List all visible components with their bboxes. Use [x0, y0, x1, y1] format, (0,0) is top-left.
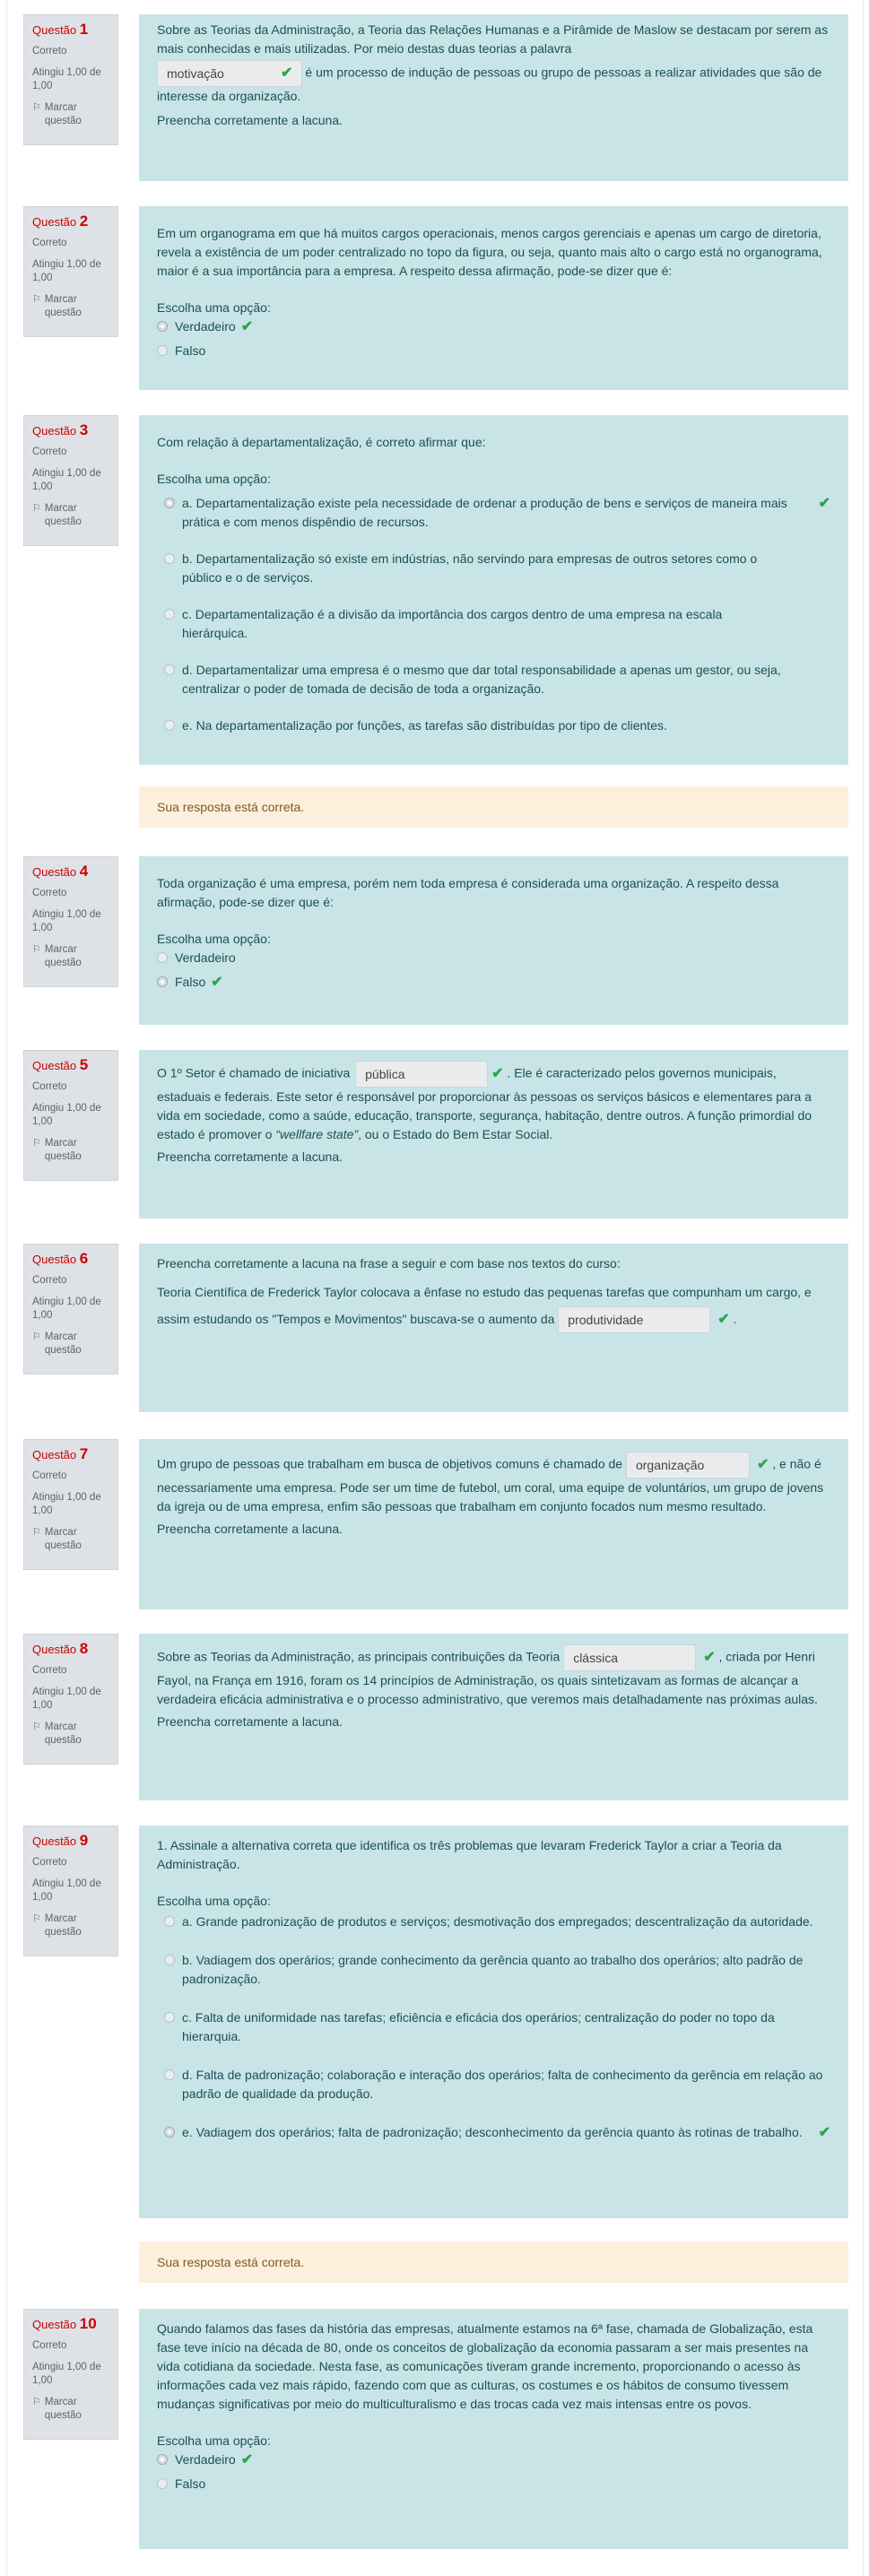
flag-question-button[interactable] [32, 2396, 109, 2423]
question-label: Questão [32, 2318, 77, 2331]
question-content [139, 415, 848, 828]
option-true[interactable] [157, 949, 830, 967]
option-true[interactable] [157, 317, 830, 336]
answer-options [157, 949, 830, 992]
answer-options [157, 2450, 830, 2494]
question-number [32, 1834, 109, 1848]
question-text-part: Sobre as Teorias da Administração, as principais contribuições da Teoria [157, 1649, 561, 1664]
option-true[interactable] [157, 2450, 830, 2469]
correct-check-icon: ✔ [240, 319, 254, 334]
question-state: Correto [32, 1081, 67, 1092]
question-text [157, 21, 830, 58]
flag-question-button[interactable] [32, 1526, 109, 1553]
question-number [32, 423, 109, 438]
question-text-emphasis: “wellfare state” [275, 1127, 359, 1141]
choose-option-label: Escolha uma opção: [157, 472, 271, 486]
radio-button[interactable] [164, 2012, 175, 2023]
question-number-value: 3 [79, 421, 89, 438]
radio-button[interactable] [157, 345, 168, 356]
choose-option-label: Escolha uma opção: [157, 932, 271, 946]
flag-label: Marcar questão [44, 944, 82, 968]
flag-question-button[interactable] [32, 943, 109, 970]
flag-question-button[interactable] [32, 101, 109, 128]
radio-button[interactable] [157, 2478, 168, 2489]
answer-options [157, 317, 830, 360]
question-content [139, 1439, 848, 1609]
question-label: Questão [32, 1448, 77, 1461]
radio-button[interactable] [164, 664, 175, 675]
option-label: Falso [175, 343, 206, 358]
question-label: Questão [32, 215, 77, 229]
correct-check-icon: ✔ [281, 65, 293, 81]
question-number-value: 6 [79, 1250, 89, 1267]
correct-check-icon: ✔ [211, 975, 223, 990]
option-label: e. Na departamentalização por funções, as tarefas são distribuídas por tipo de clientes. [182, 718, 667, 733]
radio-button[interactable] [164, 498, 175, 508]
option-label: a. Grande padronização de produtos e serviços; desmotivação dos empregados; descentralização da autoridade. [182, 1914, 813, 1929]
answer-blank[interactable]: motivação [157, 60, 302, 87]
flag-icon: ⚐ [32, 2397, 41, 2407]
flag-icon: ⚐ [32, 294, 41, 305]
question-content [139, 856, 848, 1025]
option-c[interactable] [157, 605, 830, 643]
radio-button[interactable] [164, 720, 175, 731]
question-info [23, 1244, 118, 1375]
option-false[interactable] [157, 2475, 830, 2494]
question-content [139, 2309, 848, 2549]
question-info [23, 14, 118, 145]
question-number-value: 2 [79, 212, 89, 230]
question-grade: Atingiu 1,00 de 1,00 [32, 468, 101, 492]
question-content [139, 206, 848, 390]
question-label: Questão [32, 23, 77, 37]
question-grade: Atingiu 1,00 de 1,00 [32, 1878, 101, 1903]
question-text: Quando falamos das fases da história das empresas, atualmente estamos na 6ª fase, chamada de Globalização, esta fase teve início na década de 80, onde os conceitos de globalização da economia passaram a ser mais presentes na vida cotidiana da sociedade. Nesta fase, as comunicações tiveram grande incremento, proporcionando o acesso às informações cada vez mais rápido, fazendo com que as culturas, os costumes e os hábitos de consumo tivessem mudanças significativas por meio do multiculturalismo e das trocas cada vez mais intensas entre os povos. [157, 2321, 813, 2411]
question-text: Com relação à departamentalização, é correto afirmar que: [157, 435, 486, 449]
question-number-value: 9 [79, 1832, 89, 1849]
option-label: c. Falta de uniformidade nas tarefas; eficiência e eficácia dos operários; centralização do poder no topo da hierarquia. [182, 2010, 775, 2043]
question-formulation [139, 206, 848, 390]
question-grade: Atingiu 1,00 de 1,00 [32, 259, 101, 283]
question-text [157, 1061, 830, 1144]
radio-button[interactable] [157, 321, 168, 332]
question-grade: Atingiu 1,00 de 1,00 [32, 909, 101, 933]
question-number-value: 8 [79, 1640, 89, 1657]
radio-button[interactable] [157, 952, 168, 963]
question-label: Questão [32, 424, 77, 438]
option-d[interactable] [157, 2066, 830, 2103]
question-state: Correto [32, 1857, 67, 1868]
radio-button[interactable] [164, 553, 175, 564]
question-info [23, 856, 118, 987]
option-label: c. Departamentalização é a divisão da importância dos cargos dentro de uma empresa na escala hierárquica. [182, 607, 723, 640]
flag-icon: ⚐ [32, 102, 41, 113]
flag-question-button[interactable] [32, 1137, 109, 1164]
question-state: Correto [32, 1665, 67, 1676]
question-number [32, 1447, 109, 1461]
flag-question-button[interactable] [32, 502, 109, 529]
question-label: Questão [32, 1059, 77, 1072]
question-formulation [139, 415, 848, 765]
question-info [23, 1826, 118, 1956]
question-info [23, 206, 118, 337]
question-formulation [139, 856, 848, 1025]
question-grade: Atingiu 1,00 de 1,00 [32, 67, 101, 91]
question-formulation [139, 2309, 848, 2549]
question-state: Correto [32, 1275, 67, 1286]
option-a[interactable] [157, 494, 830, 532]
flag-icon: ⚐ [32, 1331, 41, 1342]
flag-icon: ⚐ [32, 1722, 41, 1732]
flag-icon: ⚐ [32, 1138, 41, 1149]
question-text-part: Um grupo de pessoas que trabalham em busca de objetivos comuns é chamado de [157, 1456, 623, 1471]
question-intro: Preencha corretamente a lacuna na frase a seguir e com base nos textos do curso: [157, 1256, 621, 1271]
question-label: Questão [32, 1253, 77, 1266]
question-info [23, 1439, 118, 1570]
question-text-part: Teoria Científica de Frederick Taylor colocava a ênfase no estudo das pequenas tarefas que compunham um cargo, e assim estudando os "Tempos e Movimentos" buscava-se o aumento da [157, 1285, 812, 1326]
option-d[interactable] [157, 661, 830, 698]
question-text: Em um organograma em que há muitos cargos operacionais, menos cargos gerenciais e apenas um cargo de diretoria, revela a existência de um poder centralizado no topo da figura, ou seja, quanto mais alto o cargo está no organograma, maior é a sua importância para a empresa. A respeito dessa afirmação, pode-se dizer que é: [157, 226, 822, 278]
option-b[interactable] [157, 550, 830, 587]
question-text-part: Sobre as Teorias da Administração, a Teoria das Relações Humanas e a Pirâmide de Maslow se destacam por serem as mais conhecidas e mais utilizadas. Por meio destas duas teorias a palavra [157, 22, 829, 56]
question-grade: Atingiu 1,00 de 1,00 [32, 2362, 101, 2386]
question-state: Correto [32, 2340, 67, 2351]
option-label: Falso [175, 2476, 206, 2491]
option-a[interactable] [157, 1912, 830, 1931]
question-text-part: é um processo de indução de pessoas ou grupo de pessoas a realizar atividades que são de interesse da organização. [157, 65, 822, 103]
option-label: e. Vadiagem dos operários; falta de padronização; desconhecimento da gerência quanto às rotinas de trabalho. [182, 2125, 803, 2139]
flag-label: Marcar questão [44, 102, 82, 126]
question-content [139, 1244, 848, 1412]
flag-label: Marcar questão [44, 1138, 82, 1162]
flag-label: Marcar questão [44, 2397, 82, 2421]
flag-icon: ⚐ [32, 944, 41, 955]
question-number-value: 7 [79, 1445, 89, 1462]
option-c[interactable] [157, 2008, 830, 2046]
question-text-part: . [733, 1312, 737, 1326]
question-text-part: . Ele é caracterizado pelos governos municipais, estaduais e federais. Este setor é responsável por proporcionar às pessoas os serviços básicos e elementares para a vida em sociedade, como a saúde, educação, transporte, segurança, habitação, dentre outros. A função primordial do estado é promover o [157, 1065, 813, 1141]
question-text [157, 1452, 830, 1516]
answer-blank[interactable]: produtividade [558, 1306, 710, 1333]
correct-check-icon: ✔ [717, 1312, 730, 1327]
question-formulation [139, 1244, 848, 1412]
flag-icon: ⚐ [32, 1527, 41, 1538]
feedback-box: Sua resposta está correta. [139, 786, 848, 828]
option-b[interactable] [157, 1951, 830, 1989]
question-text [157, 1279, 830, 1333]
question-number [32, 22, 109, 37]
question-text-part: O 1º Setor é chamado de iniciativa [157, 1065, 351, 1080]
question-number [32, 1252, 109, 1266]
correct-check-icon: ✔ [818, 2125, 830, 2140]
fill-instruction: Preencha corretamente a lacuna. [157, 1714, 343, 1729]
question-state: Correto [32, 46, 67, 56]
question-label: Questão [32, 1834, 77, 1848]
radio-button[interactable] [157, 2454, 168, 2465]
question-state: Correto [32, 888, 67, 898]
option-label: Verdadeiro [175, 2452, 236, 2467]
question-number [32, 1058, 109, 1072]
radio-button[interactable] [157, 976, 168, 987]
fill-instruction: Preencha corretamente a lacuna. [157, 1522, 343, 1536]
question-number [32, 214, 109, 229]
question-number [32, 864, 109, 879]
flag-question-button[interactable] [32, 1331, 109, 1357]
flag-label: Marcar questão [44, 1331, 82, 1356]
question-formulation [139, 1826, 848, 2218]
correct-check-icon: ✔ [703, 1649, 716, 1665]
fill-instruction: Preencha corretamente a lacuna. [157, 1149, 343, 1164]
option-label: b. Departamentalização só existe em indústrias, não servindo para empresas de outros setores como o público e o de serviços. [182, 551, 758, 585]
answer-blank[interactable]: organização [626, 1452, 750, 1479]
option-e[interactable] [157, 716, 830, 735]
question-info [23, 1050, 118, 1181]
answer-blank[interactable]: clássica [563, 1644, 696, 1671]
correct-check-icon: ✔ [240, 2452, 254, 2468]
choose-option-label: Escolha uma opção: [157, 2433, 271, 2448]
answer-options [157, 1912, 830, 2142]
fill-instruction: Preencha corretamente a lacuna. [157, 113, 343, 127]
question-grade: Atingiu 1,00 de 1,00 [32, 1687, 101, 1711]
option-label: Verdadeiro [175, 319, 236, 334]
question-number-value: 4 [79, 863, 89, 880]
answer-options [157, 494, 830, 735]
choose-option-label: Escolha uma opção: [157, 300, 271, 315]
page-border-left [6, 0, 7, 2576]
question-grade: Atingiu 1,00 de 1,00 [32, 1103, 101, 1127]
flag-question-button[interactable] [32, 293, 109, 320]
option-label: Falso [175, 975, 206, 989]
question-text-part: , ou o Estado do Bem Estar Social. [358, 1127, 553, 1141]
flag-question-button[interactable] [32, 1912, 109, 1939]
question-number [32, 2317, 109, 2331]
question-grade: Atingiu 1,00 de 1,00 [32, 1297, 101, 1321]
option-label: d. Departamentalizar uma empresa é o mesmo que dar total responsabilidade a apenas um gestor, ou seja, centralizar o poder de tomada de decisão de toda a organização. [182, 663, 781, 696]
flag-icon: ⚐ [32, 503, 41, 514]
question-info [23, 415, 118, 546]
option-label: d. Falta de padronização; colaboração e interação dos operários; falta de conhecimento da gerência em relação ao padrão de qualidade da produção. [182, 2068, 823, 2101]
question-state: Correto [32, 1470, 67, 1481]
radio-button[interactable] [164, 2069, 175, 2080]
question-formulation [139, 1439, 848, 1609]
question-grade: Atingiu 1,00 de 1,00 [32, 1492, 101, 1516]
correct-check-icon: ✔ [756, 1456, 769, 1472]
question-text-part: , e não é necessariamente uma empresa. Pode ser um time de futebol, um coral, uma equipe de voluntários, um grupo de jovens da igreja ou de uma empresa, enfim são pessoas que trabalham em conjunto focados num mesmo resultado. [157, 1456, 824, 1514]
flag-label: Marcar questão [44, 294, 82, 318]
answer-blank[interactable]: pública [355, 1061, 488, 1088]
flag-question-button[interactable] [32, 1721, 109, 1748]
flag-label: Marcar questão [44, 1722, 82, 1746]
radio-button[interactable] [164, 2127, 175, 2138]
question-number-value: 1 [79, 21, 89, 38]
question-number-value: 10 [79, 2315, 97, 2332]
flag-label: Marcar questão [44, 503, 82, 527]
option-false[interactable] [157, 342, 830, 360]
flag-label: Marcar questão [44, 1913, 82, 1938]
choose-option-label: Escolha uma opção: [157, 1894, 271, 1908]
option-e[interactable] [157, 2123, 830, 2142]
question-label: Questão [32, 865, 77, 879]
feedback-box: Sua resposta está correta. [139, 2242, 848, 2283]
radio-button[interactable] [164, 1916, 175, 1927]
question-text-part: , criada por Henri Fayol, na França em 1916, foram os 14 princípios de Administração, os quais sintetizavam as formas de alcançar a verdadeira eficácia administrativa e o processo administrativo, que veremos mais detalhadamente nas próximas aulas. [157, 1649, 818, 1706]
question-content [139, 14, 848, 181]
question-number [32, 1642, 109, 1656]
question-label: Questão [32, 1643, 77, 1656]
flag-label: Marcar questão [44, 1527, 82, 1551]
option-false[interactable] [157, 973, 830, 992]
question-content [139, 1634, 848, 1800]
correct-check-icon: ✔ [818, 496, 830, 511]
option-label: a. Departamentalização existe pela necessidade de ordenar a produção de bens e serviços de maneira mais prática e com menos dispêndio de recursos. [182, 496, 787, 529]
question-formulation [139, 14, 848, 181]
question-formulation [139, 1050, 848, 1219]
flag-icon: ⚐ [32, 1913, 41, 1924]
question-text [157, 1644, 830, 1709]
question-info [23, 2309, 118, 2440]
question-state: Correto [32, 447, 67, 457]
question-state: Correto [32, 238, 67, 248]
radio-button[interactable] [164, 609, 175, 620]
correct-check-icon: ✔ [491, 1065, 504, 1081]
question-content [139, 1826, 848, 2283]
question-content [139, 1050, 848, 1219]
radio-button[interactable] [164, 1955, 175, 1965]
page-border-right [863, 0, 864, 2576]
option-label: b. Vadiagem dos operários; grande conhecimento da gerência quanto ao trabalho dos operários; alto padrão de padronização. [182, 1953, 804, 1986]
question-formulation [139, 1634, 848, 1800]
question-info [23, 1634, 118, 1765]
question-number-value: 5 [79, 1056, 89, 1073]
question-text: Toda organização é uma empresa, porém nem toda empresa é considerada uma organização. A respeito dessa afirmação, pode-se dizer que é: [157, 876, 779, 909]
question-text: 1. Assinale a alternativa correta que identifica os três problemas que levaram Frederick Taylor a criar a Teoria da Administração. [157, 1838, 782, 1871]
option-label: Verdadeiro [175, 950, 236, 965]
